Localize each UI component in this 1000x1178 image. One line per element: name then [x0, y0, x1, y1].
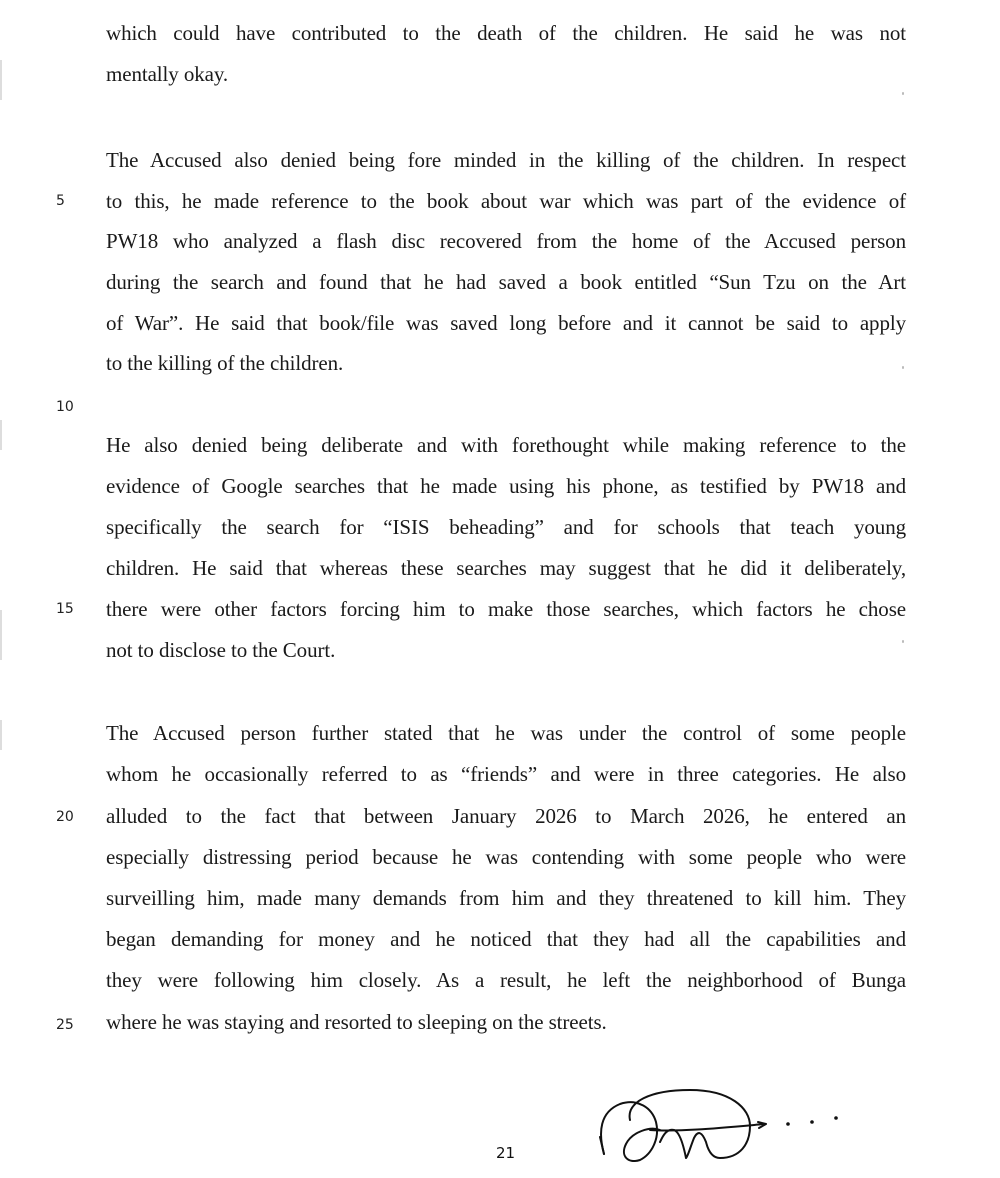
text-line: The Accused person further stated that he was under the control of some people — [106, 721, 906, 745]
text-line: of War”. He said that book/file was saved long before and it cannot be said to apply — [106, 311, 906, 335]
text-line: evidence of Google searches that he made using his phone, as testified by PW18 and — [106, 474, 906, 498]
text-line: which could have contributed to the death of the children. He said he was not — [106, 21, 906, 45]
scan-speck — [902, 366, 904, 369]
text-line: surveilling him, made many demands from him and they threatened to kill him. They — [106, 886, 906, 910]
text-line: where he was staying and resorted to sleeping on the streets. — [106, 1010, 607, 1034]
scan-speck — [902, 640, 904, 643]
scan-edge-mark — [0, 610, 2, 660]
line-number: 20 — [56, 809, 74, 825]
scan-speck — [902, 92, 904, 95]
scan-edge-mark — [0, 60, 2, 100]
text-line: during the search and found that he had saved a book entitled “Sun Tzu on the Art — [106, 270, 906, 294]
text-line: PW18 who analyzed a flash disc recovered from the home of the Accused person — [106, 229, 906, 253]
text-line: alluded to the fact that between January 2026 to March 2026, he entered an — [106, 804, 906, 828]
text-line: He also denied being deliberate and with forethought while making reference to the — [106, 433, 906, 457]
signature-dot — [810, 1120, 814, 1124]
signature-dot — [834, 1116, 838, 1120]
text-line: to this, he made reference to the book about war which was part of the evidence of — [106, 189, 906, 213]
text-line: The Accused also denied being fore minded in the killing of the children. In respect — [106, 148, 906, 172]
text-line: specifically the search for “ISIS beheading” and for schools that teach young — [106, 515, 906, 539]
line-number: 10 — [56, 399, 74, 415]
text-line: not to disclose to the Court. — [106, 638, 336, 662]
signature-icon — [590, 1082, 870, 1172]
text-line: mentally okay. — [106, 62, 229, 86]
page-number: 21 — [496, 1144, 516, 1162]
text-line: they were following him closely. As a result, he left the neighborhood of Bunga — [106, 968, 906, 992]
scan-edge-mark — [0, 720, 2, 750]
text-line: there were other factors forcing him to make those searches, which factors he chose — [106, 597, 906, 621]
text-line: whom he occasionally referred to as “friends” and were in three categories. He also — [106, 762, 906, 786]
line-number: 25 — [56, 1017, 74, 1033]
signature-dot — [786, 1122, 790, 1126]
text-line: began demanding for money and he noticed that they had all the capabilities and — [106, 927, 906, 951]
scan-edge-mark — [0, 420, 2, 450]
text-line: children. He said that whereas these searches may suggest that he did it deliberately, — [106, 556, 906, 580]
line-number: 5 — [56, 193, 65, 209]
text-line: especially distressing period because he was contending with some people who were — [106, 845, 906, 869]
line-number: 15 — [56, 601, 74, 617]
text-line: to the killing of the children. — [106, 351, 344, 375]
